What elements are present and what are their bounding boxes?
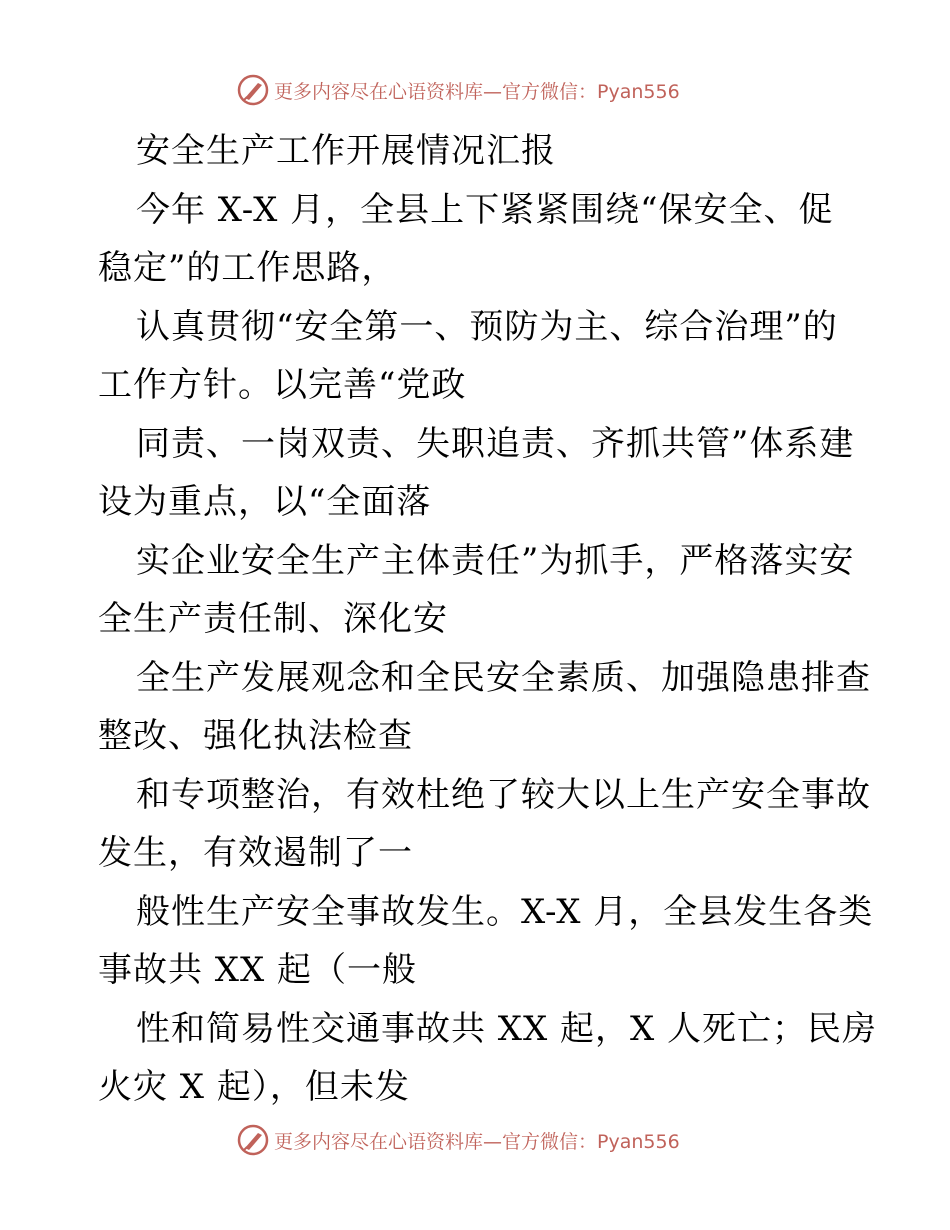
text-line: 发生，有效遏制了一 — [98, 833, 413, 873]
text-line: 工作方针。以完善“党政 — [98, 365, 467, 405]
text-line: 整改、强化执法检查 — [98, 716, 413, 756]
text-line: 性和简易性交通事故共 XX 起，X 人死亡；民房 — [136, 1008, 878, 1049]
text-line: 设为重点，以“全面落 — [98, 482, 432, 522]
quill-pen-logo-icon — [236, 1123, 270, 1157]
text-line: 稳定”的工作思路， — [98, 248, 397, 288]
footer-watermark — [236, 1120, 680, 1160]
text-line: 事故共 XX 起（一般 — [98, 950, 418, 990]
watermark-text: 更多内容尽在心语资料库—官方微信：Pyan556 — [274, 1130, 680, 1153]
header-watermark — [236, 70, 680, 110]
text-line: 全生产责任制、深化安 — [98, 599, 448, 639]
text-line: 同责、一岗双责、失职追责、齐抓共管”体系建 — [136, 423, 855, 464]
document-title: 安全生产工作开展情况汇报 — [136, 131, 556, 171]
text-line: 今年 X-X 月，全县上下紧紧围绕“保安全、促 — [136, 189, 834, 230]
text-line: 全生产发展观念和全民安全素质、加强隐患排查 — [136, 657, 871, 698]
quill-pen-logo-icon — [236, 73, 270, 107]
watermark-text: 更多内容尽在心语资料库—官方微信：Pyan556 — [274, 80, 680, 103]
text-line: 和专项整治，有效杜绝了较大以上生产安全事故 — [136, 774, 871, 815]
text-line: 实企业安全生产主体责任”为抓手，严格落实安 — [136, 540, 855, 581]
text-line: 认真贯彻“安全第一、预防为主、综合治理”的 — [136, 306, 838, 347]
document-body — [98, 122, 878, 1117]
text-line: 般性生产安全事故发生。X-X 月，全县发生各类 — [136, 891, 874, 932]
text-line: 火灾 X 起），但未发 — [98, 1067, 410, 1107]
